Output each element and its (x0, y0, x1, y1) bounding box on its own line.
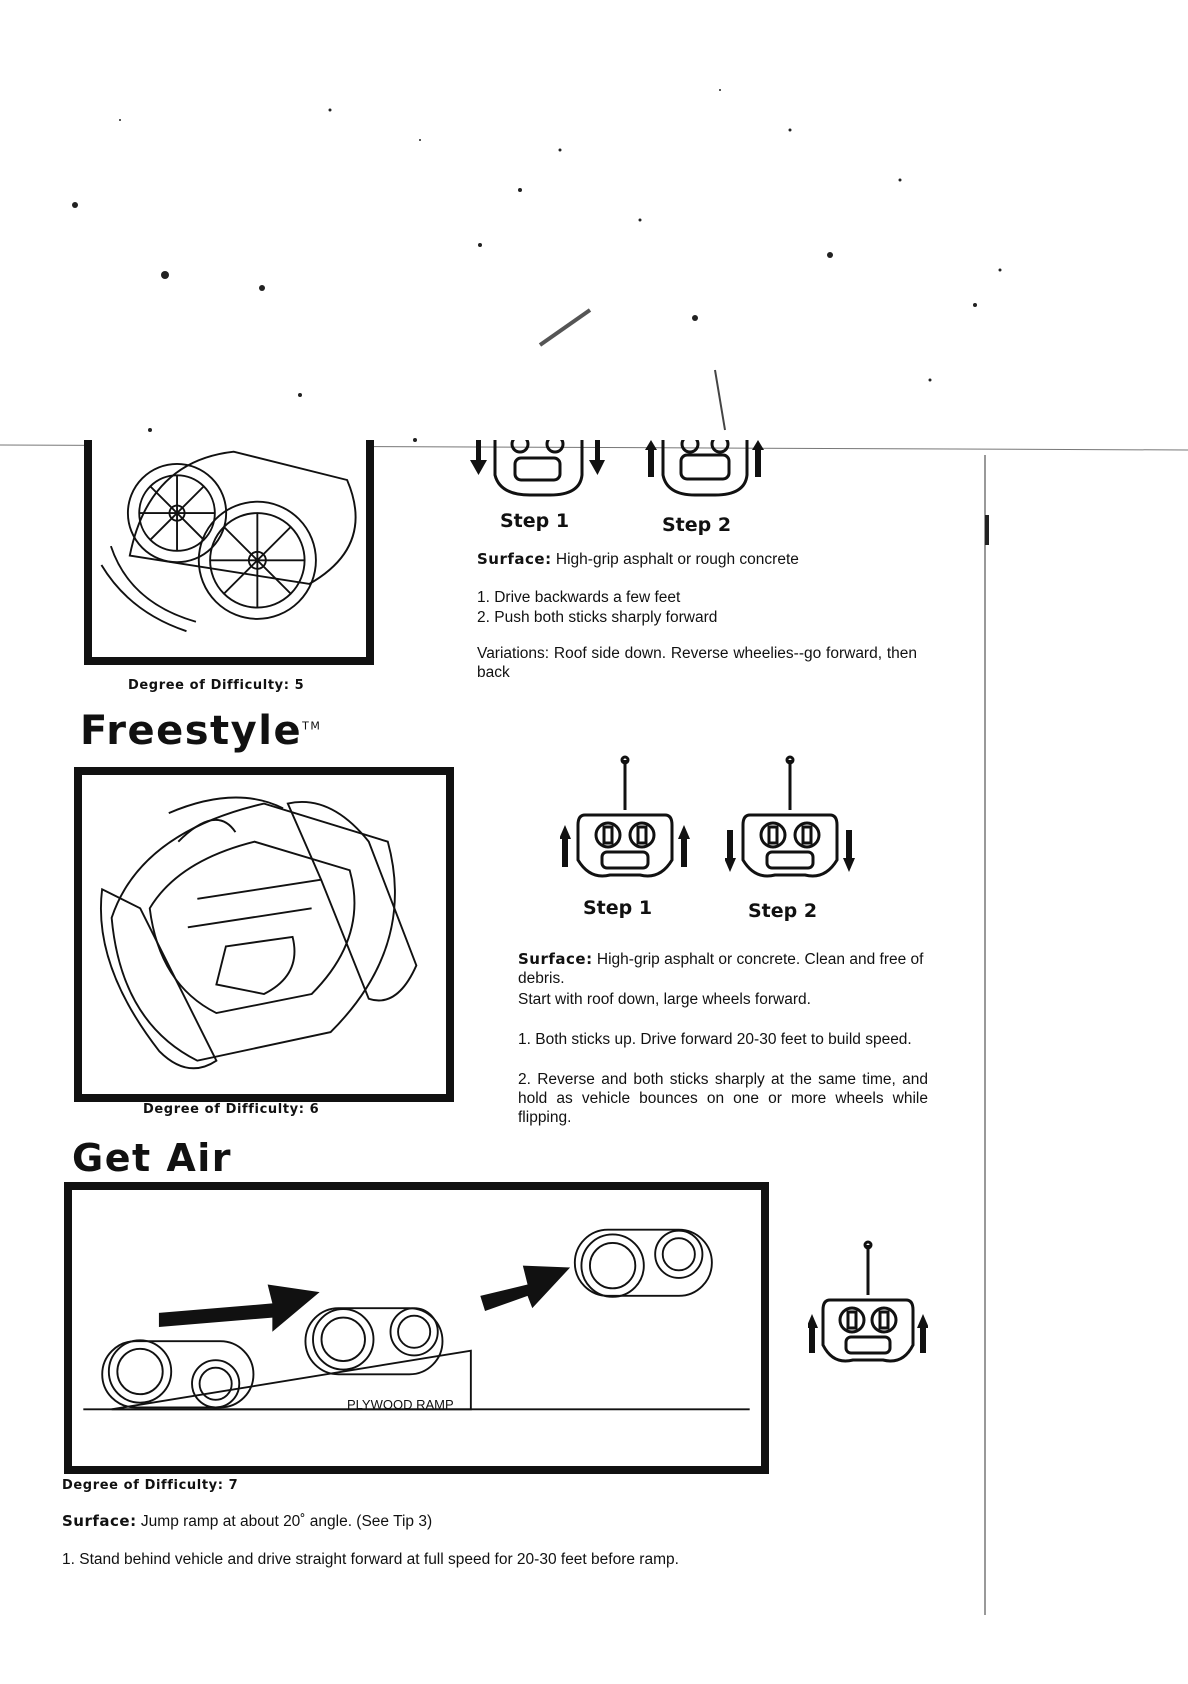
scan-specks (0, 0, 1188, 455)
get-air-instruction-1: 1. Stand behind vehicle and drive straight forward at full speed for 20-30 feet before ramp. (62, 1551, 679, 1568)
trick1-surface (477, 550, 937, 569)
scan-noise-area (0, 0, 1188, 455)
trick1-step2-label: Step 2 (662, 514, 732, 536)
get-air-surface-label: Surface: (62, 1512, 137, 1530)
trick1-instruction-2: 2. Push both sticks sharply forward (477, 609, 718, 626)
ramp-jump-illustration (72, 1190, 761, 1466)
freestyle-title-text: Freestyle (80, 708, 303, 754)
trick1-illustration-frame (84, 440, 374, 665)
freestyle-instruction-1: 1. Both sticks up. Drive forward 20-30 feet to build speed. (518, 1031, 912, 1048)
trick1-instruction-1: 1. Drive backwards a few feet (477, 589, 681, 606)
freestyle-degree-of-difficulty: Degree of Difficulty: 6 (143, 1102, 320, 1117)
freestyle-illustration-frame (74, 767, 454, 1102)
get-air-surface (62, 1512, 762, 1531)
arrow-right-icon (159, 1266, 570, 1332)
trick1-step1-remote-icon (470, 440, 605, 500)
get-air-remote-icon (808, 1240, 928, 1370)
trademark-mark: TM (302, 719, 322, 733)
trick1-degree-of-difficulty: Degree of Difficulty: 5 (128, 678, 305, 693)
get-air-surface-text: Jump ramp at about 20˚ angle. (See Tip 3) (140, 1513, 433, 1530)
freestyle-surface-text: High-grip asphalt or concrete. Clean and free of debris. (518, 951, 924, 987)
get-air-title: Get Air (72, 1136, 233, 1180)
freestyle-instruction-2: 2. Reverse and both sticks sharply at the same time, and hold as vehicle bounces on one or more wheels while flipping. (518, 1071, 928, 1126)
get-air-degree-of-difficulty: Degree of Difficulty: 7 (62, 1478, 239, 1493)
get-air-illustration-frame (64, 1182, 769, 1474)
freestyle-surface (518, 950, 928, 988)
vehicle-flip-icon (82, 775, 446, 1094)
trick1-surface-text: High-grip asphalt or rough concrete (555, 551, 799, 568)
vehicle-wheelie-icon (92, 440, 366, 657)
freestyle-step1-remote-icon (560, 755, 690, 885)
trick1-step1-label: Step 1 (500, 510, 570, 532)
freestyle-title (80, 708, 321, 754)
freestyle-step2-label: Step 2 (748, 900, 818, 922)
ramp-label: PLYWOOD RAMP (347, 1397, 454, 1412)
freestyle-start-text: Start with roof down, large wheels forward. (518, 991, 811, 1008)
binding-mark (985, 515, 989, 545)
trick1-variations: Variations: Roof side down. Reverse wheelies--go forward, then back (477, 645, 917, 681)
trick1-surface-label: Surface: (477, 550, 552, 568)
trick1-step2-remote-icon (645, 440, 765, 500)
freestyle-step2-remote-icon (725, 755, 855, 885)
freestyle-surface-label: Surface: (518, 950, 593, 968)
page-edge-line (984, 455, 986, 1615)
freestyle-step1-label: Step 1 (583, 897, 653, 919)
arrow-up-icon (808, 1314, 928, 1353)
